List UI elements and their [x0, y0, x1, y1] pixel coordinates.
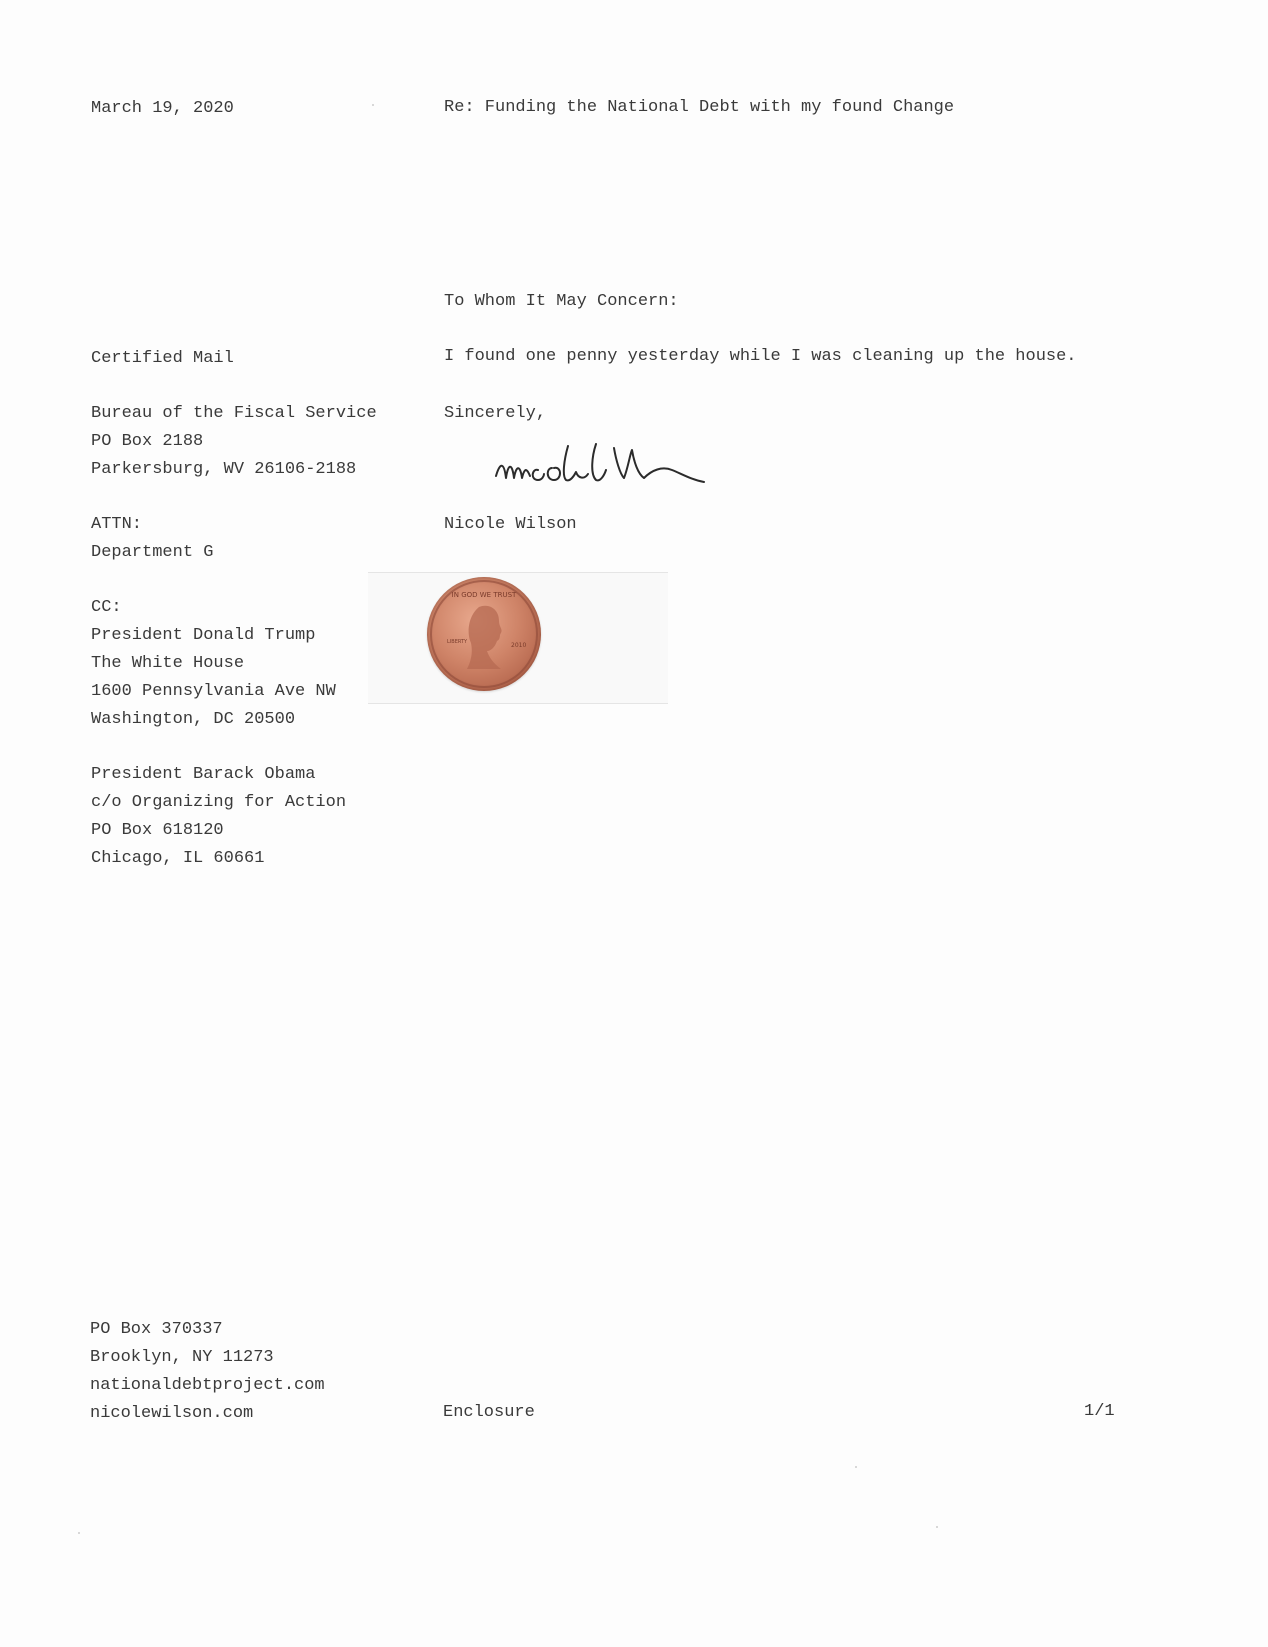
enclosure-label: Enclosure [443, 1403, 535, 1422]
attn-value: Department G [91, 543, 214, 562]
sender-website-link[interactable]: nationaldebtproject.com [90, 1376, 325, 1395]
penny-icon [427, 577, 541, 691]
closing: Sincerely, [444, 404, 547, 423]
letter-subject: Re: Funding the National Debt with my found Change [444, 98, 955, 117]
signer-name: Nicole Wilson [444, 515, 577, 534]
recipient-address [91, 400, 377, 484]
sender-address [90, 1316, 325, 1428]
sender-address-line: PO Box 370337 [90, 1320, 223, 1339]
delivery-method: Certified Mail [91, 349, 234, 368]
attn-label: ATTN: [91, 515, 143, 534]
cc-address-line: Washington, DC 20500 [91, 710, 296, 729]
cc-address-line: c/o Organizing for Action [91, 793, 347, 812]
recipient-address-line: PO Box 2188 [91, 432, 204, 451]
recipient-address-line: Bureau of the Fiscal Service [91, 404, 377, 423]
page-number: 1/1 [1084, 1402, 1115, 1421]
coin-year: 2010 [511, 642, 527, 649]
cc-address-line: The White House [91, 654, 245, 673]
cc-address-line: 1600 Pennsylvania Ave NW [91, 682, 336, 701]
letter-date: March 19, 2020 [91, 99, 234, 118]
cc-label: CC: [91, 598, 122, 617]
handwritten-signature [492, 440, 742, 510]
cc-address-line: Chicago, IL 60661 [91, 849, 265, 868]
salutation: To Whom It May Concern: [444, 292, 679, 311]
cc-address-line: President Barack Obama [91, 765, 316, 784]
penny-coin [427, 577, 541, 691]
recipient-address-line: Parkersburg, WV 26106-2188 [91, 460, 357, 479]
scan-speck [78, 1532, 80, 1534]
attn-block [91, 511, 213, 567]
sender-address-line: Brooklyn, NY 11273 [90, 1348, 274, 1367]
cc-address-line: PO Box 618120 [91, 821, 224, 840]
scan-speck [855, 1466, 857, 1468]
sender-website-link[interactable]: nicolewilson.com [90, 1404, 254, 1423]
coin-motto: IN GOD WE TRUST [451, 591, 517, 599]
scan-speck [372, 104, 374, 106]
cc-block-second [91, 761, 346, 873]
coin-liberty: LIBERTY [447, 639, 468, 645]
cc-block [91, 594, 336, 734]
letter-message: I found one penny yesterday while I was cleaning up the house. [444, 347, 1077, 366]
scan-speck [936, 1526, 938, 1528]
cc-address-line: President Donald Trump [91, 626, 316, 645]
